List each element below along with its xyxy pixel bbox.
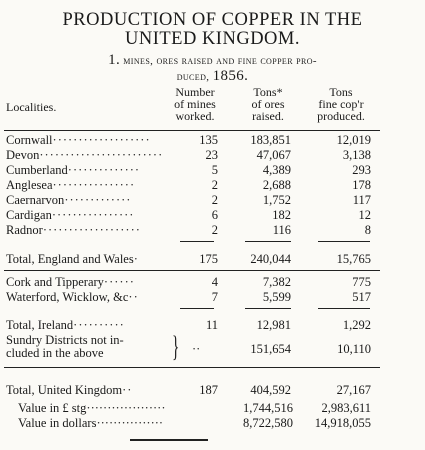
section-rule — [4, 367, 380, 368]
header-ores: Tons* of ores raised. — [251, 85, 285, 123]
brace-icon: } — [172, 330, 180, 363]
table-row: Caernarvon············· 2 1,752 117 — [6, 193, 371, 207]
value-dollars-fine: 14,918,055 — [314, 416, 371, 430]
table-title — [0, 11, 425, 49]
total-ireland-row: Total, Ireland·········· 11 12,981 1,292 — [6, 318, 371, 332]
subtotal-rule — [180, 241, 214, 242]
total-england-row: Total, England and Wales· 175 240,044 15,765 — [6, 252, 371, 266]
subtitle-line-2: duced, — [176, 71, 210, 83]
sundry-fine: 10,110 — [337, 342, 371, 356]
table-row: Cumberland·············· 5 4,389 293 — [6, 163, 371, 177]
value-stg-ores: 1,744,516 — [243, 401, 293, 415]
table-row: Devon························ 23 47,067 3,138 — [6, 148, 371, 162]
table-row: Radnor··················· 2 116 8 — [6, 223, 371, 237]
table-row: Cork and Tipperary······ 4 7,382 775 — [6, 275, 371, 289]
subtotal-rule — [318, 308, 370, 309]
value-stg-fine: 2,983,611 — [321, 401, 371, 415]
table-row: Waterford, Wicklow, &c·· 7 5,599 517 — [6, 290, 371, 304]
subtitle-line-1: mines, ores raised and fine copper pro- — [123, 55, 317, 67]
subtotal-rule — [245, 241, 291, 242]
section-number: 1. — [108, 52, 121, 68]
header-mines: Number of mines worked. — [174, 85, 216, 123]
header-rule — [4, 130, 380, 131]
subtitle-year: 1856. — [212, 68, 249, 84]
total-uk-row: Total, United Kingdom·· 187 404,592 27,167 — [6, 383, 371, 397]
title-line-1: PRODUCTION OF COPPER IN THE — [62, 10, 363, 30]
sundry-ores: 151,654 — [250, 342, 291, 356]
sundry-districts-label: Sundry Districts not in- cluded in the above — [6, 333, 124, 360]
footer-rule — [130, 439, 208, 441]
table-row: Anglesea················ 2 2,688 178 — [6, 178, 371, 192]
value-dollars-label: Value in dollars················ — [18, 416, 164, 430]
table-row: Cornwall··················· 135 183,851 12,019 — [6, 133, 371, 147]
value-stg-label: Value in £ stg··················· — [18, 401, 166, 415]
section-rule — [4, 270, 380, 271]
sundry-mines: ·· — [192, 342, 201, 356]
subtotal-rule — [245, 308, 291, 309]
title-line-2: UNITED KINGDOM. — [124, 29, 300, 49]
subtotal-rule — [318, 241, 370, 242]
table-subtitle — [5, 53, 420, 85]
header-fine: Tons fine cop'r produced. — [317, 85, 365, 123]
subtotal-rule — [180, 308, 214, 309]
header-localities: Localities. — [6, 100, 57, 114]
table-row: Cardigan················ 6 182 12 — [6, 208, 371, 222]
value-dollars-ores: 8,722,580 — [243, 416, 293, 430]
